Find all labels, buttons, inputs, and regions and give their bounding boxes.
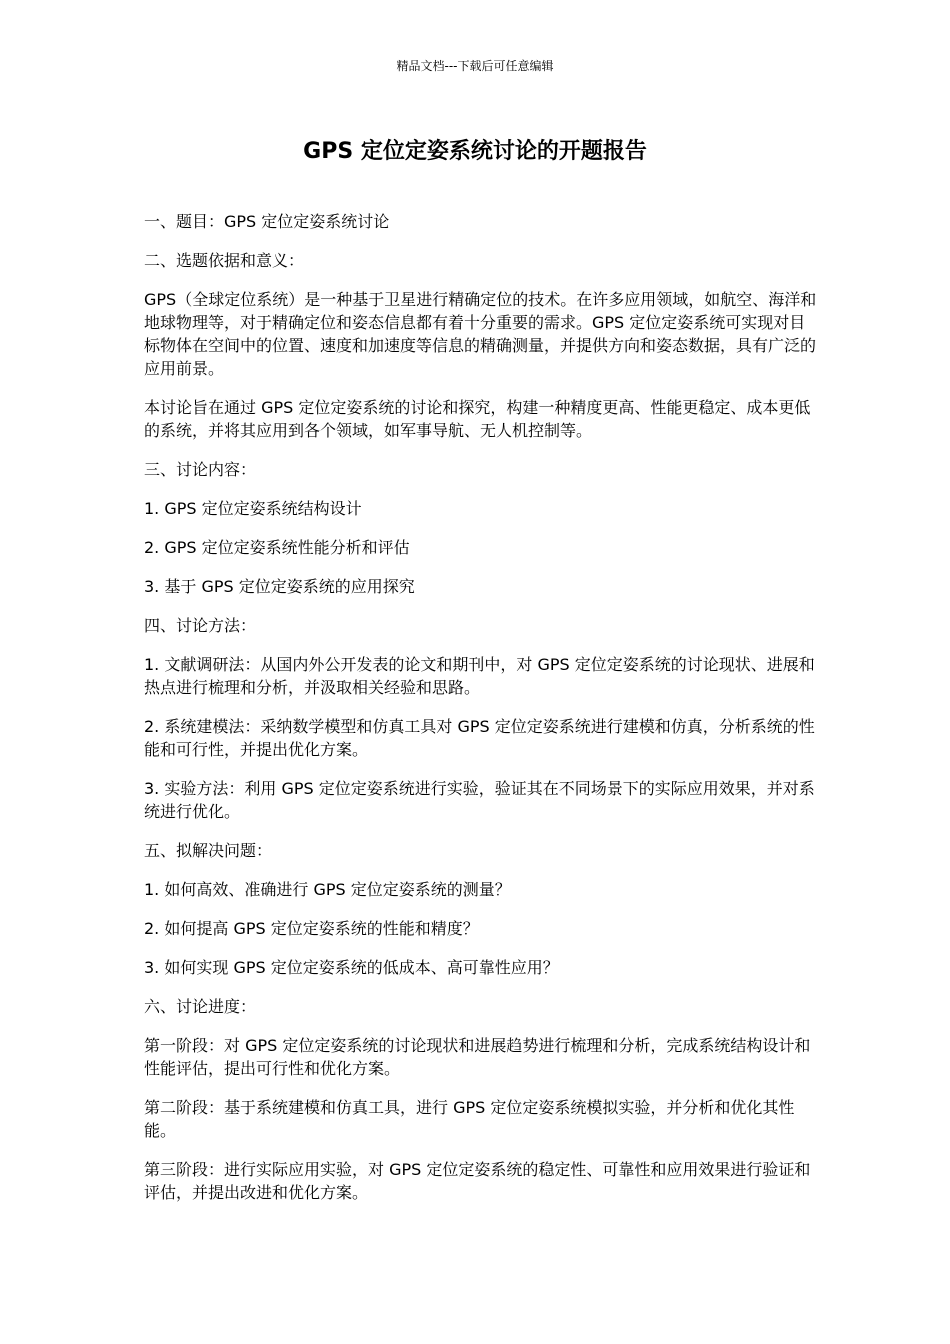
section-heading-problems: 五、拟解决问题： (144, 841, 273, 860)
body-paragraph: 本讨论旨在通过 GPS 定位定姿系统的讨论和探究，构建一种精度更高、性能更稳定、成本更低的系统，并将其应用到各个领域，如军事导航、无人机控制等。 (144, 398, 811, 440)
section-heading-basis: 二、选题依据和意义： (144, 251, 305, 270)
list-item: 3. 实验方法：利用 GPS 定位定姿系统进行实验，验证其在不同场景下的实际应用效果，并对系统进行优化。 (144, 779, 815, 821)
schedule-stage: 第二阶段：基于系统建模和仿真工具，进行 GPS 定位定姿系统模拟实验，并分析和优化其性能。 (144, 1098, 795, 1140)
list-item: 2. 如何提高 GPS 定位定姿系统的性能和精度？ (144, 919, 479, 938)
list-item: 3. 基于 GPS 定位定姿系统的应用探究 (144, 577, 415, 596)
list-item: 3. 如何实现 GPS 定位定姿系统的低成本、高可靠性应用？ (144, 958, 559, 977)
section-heading-topic: 一、题目：GPS 定位定姿系统讨论 (144, 212, 390, 231)
document-body (144, 210, 820, 1220)
list-item: 2. GPS 定位定姿系统性能分析和评估 (144, 538, 410, 557)
section-heading-methods: 四、讨论方法： (144, 616, 257, 635)
schedule-stage: 第一阶段：对 GPS 定位定姿系统的讨论现状和进展趋势进行梳理和分析，完成系统结构设计和性能评估，提出可行性和优化方案。 (144, 1036, 811, 1078)
list-item: 1. 如何高效、准确进行 GPS 定位定姿系统的测量？ (144, 880, 511, 899)
list-item: 1. 文献调研法：从国内外公开发表的论文和期刊中，对 GPS 定位定姿系统的讨论现状、进展和热点进行梳理和分析，并汲取相关经验和思路。 (144, 655, 815, 697)
section-heading-content: 三、讨论内容： (144, 460, 257, 479)
section-heading-schedule: 六、讨论进度： (144, 997, 257, 1016)
header-note: 精品文档---下载后可任意编辑 (396, 59, 554, 73)
document-title: GPS 定位定姿系统讨论的开题报告 (303, 139, 647, 164)
list-item: 2. 系统建模法：采纳数学模型和仿真工具对 GPS 定位定姿系统进行建模和仿真，分析系统的性能和可行性，并提出优化方案。 (144, 717, 815, 759)
schedule-stage: 第三阶段：进行实际应用实验，对 GPS 定位定姿系统的稳定性、可靠性和应用效果进行验证和评估，并提出改进和优化方案。 (144, 1160, 811, 1202)
body-paragraph: GPS（全球定位系统）是一种基于卫星进行精确定位的技术。在许多应用领域，如航空、海洋和地球物理等，对于精确定位和姿态信息都有着十分重要的需求。GPS 定位定姿系统可实现对目标物体在空间中的位置、速度和加速度等信息的精确测量，并提供方向和姿态数据，具有广泛的应用前景。 (144, 290, 817, 378)
list-item: 1. GPS 定位定姿系统结构设计 (144, 499, 362, 518)
